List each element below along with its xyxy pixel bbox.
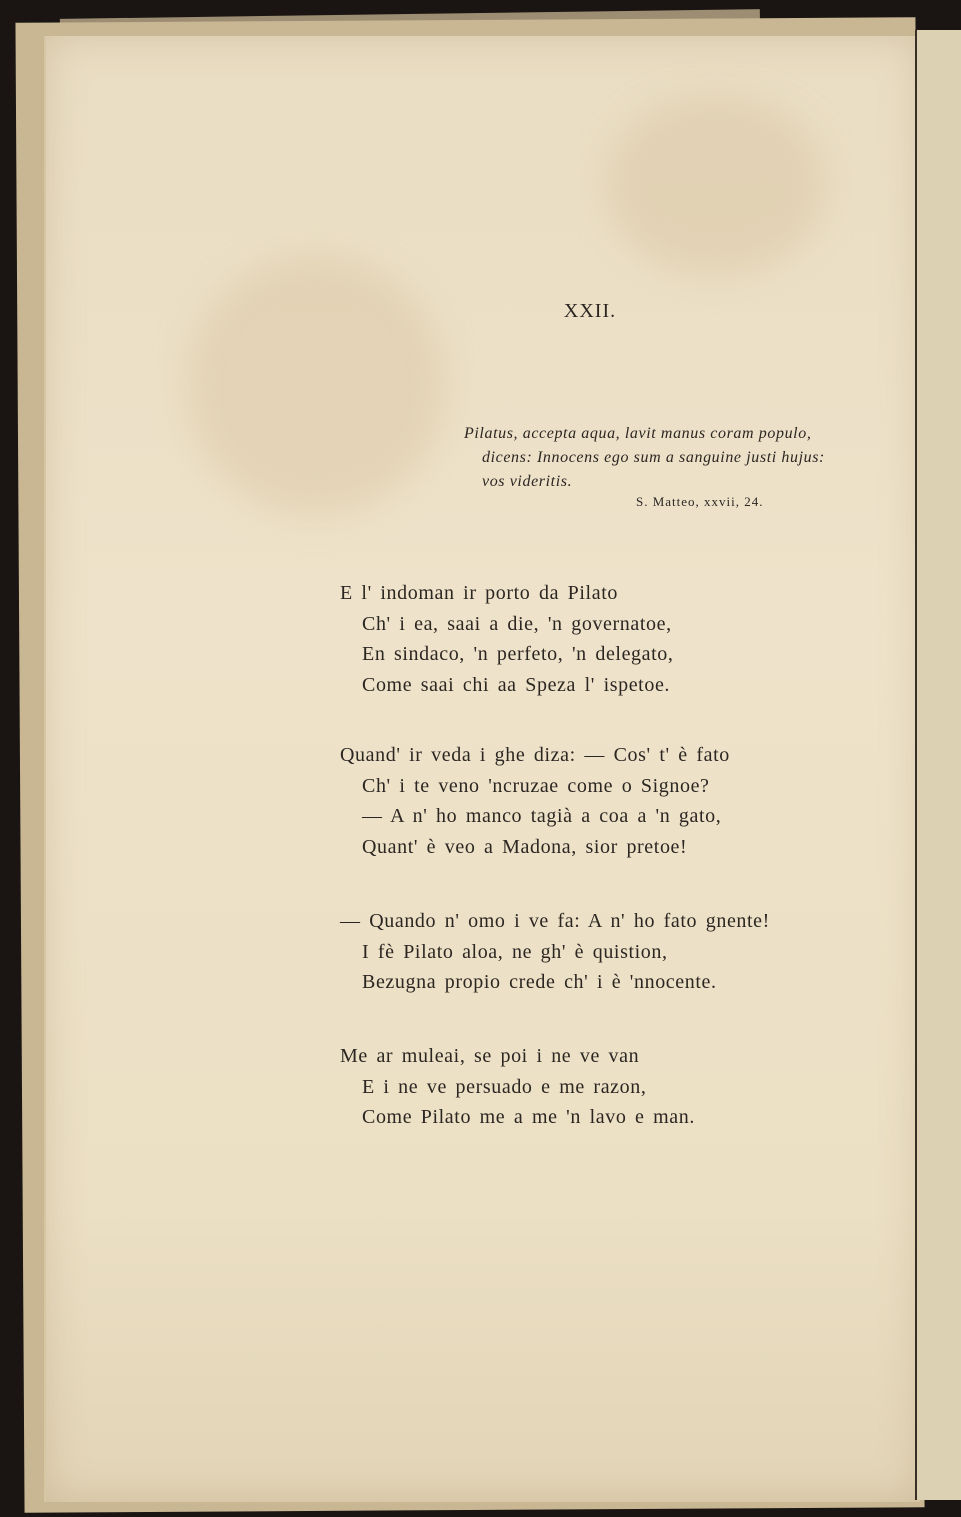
verse-line: — Quando n' omo i ve fa: A n' ho fato gnente! — [340, 910, 770, 932]
verse-line: Quand' ir veda i ghe diza: — Cos' t' è fato — [340, 744, 730, 766]
stanza-4 — [340, 1041, 820, 1133]
epigraph-line: Pilatus, accepta aqua, lavit manus coram populo, — [464, 425, 812, 442]
epigraph-line: vos videritis. — [482, 473, 573, 490]
verse-line: E l' indoman ir porto da Pilato — [340, 582, 618, 604]
verse-line: Come Pilato me a me 'n lavo e man. — [362, 1106, 695, 1128]
stanza-1 — [340, 578, 820, 700]
verse-line: En sindaco, 'n perfeto, 'n delegato, — [362, 643, 674, 665]
verse-line: Bezugna propio crede ch' i è 'nnocente. — [362, 971, 717, 993]
poem-number-heading: XXII. — [563, 300, 617, 322]
verse-line: Ch' i ea, saai a die, 'n governatoe, — [362, 612, 672, 635]
epigraph-line: dicens: Innocens ego sum a sanguine justi hujus: — [482, 449, 825, 466]
verse-line: Ch' i te veno 'ncruzae come o Signoe? — [362, 774, 710, 797]
epigraph-citation: S. Matteo, xxvii, 24. — [636, 494, 764, 509]
verse-line: E i ne ve persuado e me razon, — [362, 1075, 647, 1098]
verse-line: Me ar muleai, se poi i ne ve van — [340, 1045, 640, 1067]
stanza-2 — [340, 740, 820, 862]
stanza-3 — [340, 906, 820, 998]
verse-line: I fè Pilato aloa, ne gh' è quistion, — [362, 940, 668, 963]
verse-line: Quant' è veo a Madona, sior pretoe! — [362, 835, 688, 858]
verse-line: — A n' ho manco tagià a coa a 'n gato, — [362, 805, 722, 827]
epigraph — [460, 422, 850, 494]
verse-line: Come saai chi aa Speza l' ispetoe. — [362, 673, 671, 696]
